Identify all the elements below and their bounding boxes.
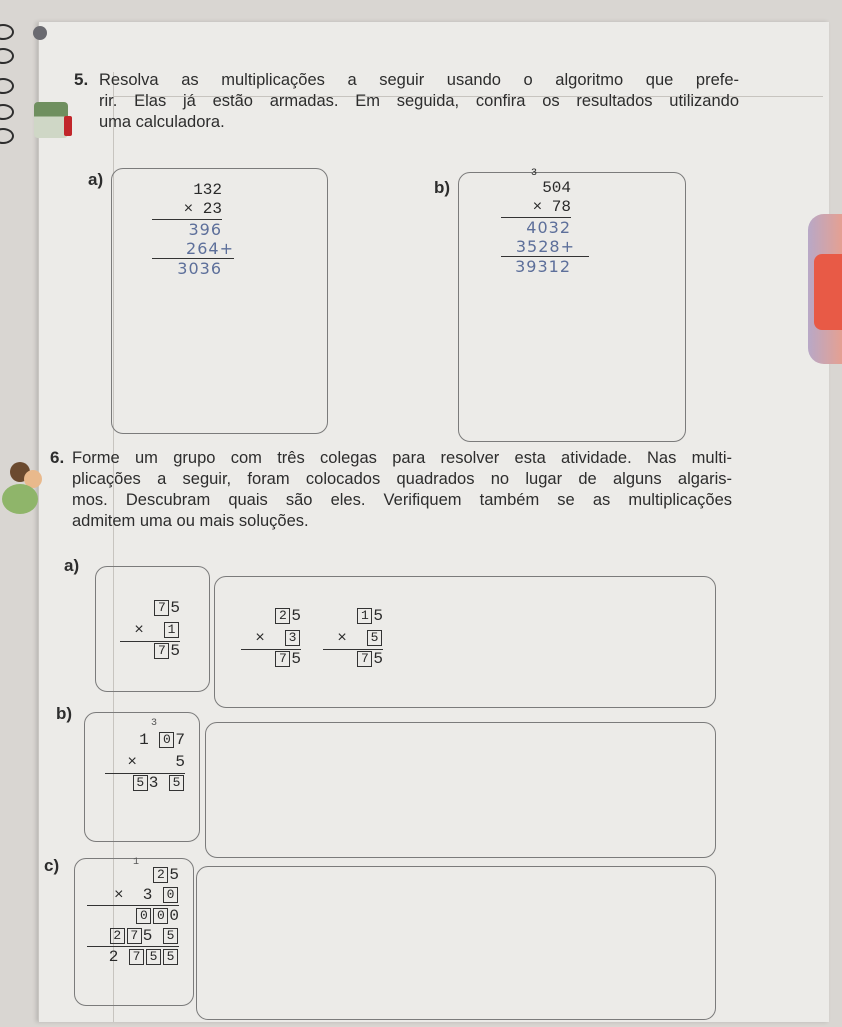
times-sign: × bbox=[127, 753, 137, 771]
exercise-6b-calc bbox=[105, 719, 185, 794]
digit: 3 bbox=[142, 886, 153, 904]
digit: 5 bbox=[170, 599, 180, 617]
multiplier: × 23 bbox=[183, 200, 222, 218]
exercise-5-line-2: rir. Elas já estão armadas. Em seguida, confira os resultados utilizando bbox=[99, 92, 739, 110]
digit-square: 0 bbox=[163, 887, 178, 903]
times-sign: × bbox=[255, 629, 265, 647]
exercise-6a-calc-3 bbox=[323, 605, 383, 670]
exercise-6b-box-1 bbox=[84, 712, 200, 842]
digit-square: 2 bbox=[153, 867, 168, 883]
digit: 7 bbox=[175, 731, 185, 749]
digit-square: 7 bbox=[357, 651, 372, 667]
exercise-5-line-1: Resolva as multiplicações a seguir usando o algoritmo que prefe- bbox=[99, 71, 739, 89]
multiplier: × 78 bbox=[532, 198, 571, 216]
digit-square: 7 bbox=[154, 600, 169, 616]
exercise-6a-label: a) bbox=[64, 556, 80, 575]
hand-result: 39312 bbox=[515, 257, 571, 276]
digit: 0 bbox=[169, 907, 179, 925]
exercise-6a-box-1 bbox=[95, 566, 210, 692]
digit: 5 bbox=[373, 607, 383, 625]
digit-square: 2 bbox=[275, 608, 290, 624]
digit-square: 0 bbox=[159, 732, 174, 748]
exercise-5-line-3: uma calculadora. bbox=[99, 113, 225, 131]
binder-hole bbox=[33, 26, 47, 40]
digit-square: 1 bbox=[164, 622, 179, 638]
exercise-5a-box bbox=[111, 168, 328, 434]
digit: 5 bbox=[373, 650, 383, 668]
exercise-6-text bbox=[72, 448, 732, 532]
digit-square: 7 bbox=[154, 643, 169, 659]
carry-digit: 1 bbox=[133, 857, 140, 868]
exercise-6b-label: b) bbox=[56, 704, 73, 723]
exercise-5-text bbox=[99, 70, 739, 133]
exercise-6-line-3: mos. Descubram quais são eles. Verifiquem também se as multiplicações bbox=[72, 491, 732, 509]
exercise-6a-calc-2 bbox=[241, 605, 301, 670]
digit-square: 7 bbox=[129, 949, 144, 965]
times-sign: × bbox=[134, 621, 144, 639]
exercise-6-number: 6. bbox=[50, 448, 65, 467]
exercise-6c-box-2 bbox=[196, 866, 716, 1020]
multiplicand: 132 bbox=[193, 181, 222, 199]
digit: 5 bbox=[291, 650, 301, 668]
digit: 2 bbox=[108, 948, 119, 966]
exercise-5a-label: a) bbox=[88, 170, 104, 189]
exercise-6b-box-2 bbox=[205, 722, 716, 858]
group-work-icon bbox=[2, 462, 46, 518]
digit: 5 bbox=[291, 607, 301, 625]
exercise-6-line-2: plicações a seguir, foram colocados quadrados no lugar de alguns algaris- bbox=[72, 470, 732, 488]
digit: 5 bbox=[170, 642, 180, 660]
calculator-icon bbox=[34, 102, 68, 138]
exercise-6-line-4: admitem uma ou mais soluções. bbox=[72, 512, 309, 530]
digit-square: 7 bbox=[127, 928, 142, 944]
digit: 5 bbox=[169, 866, 179, 884]
hand-result: 3036 bbox=[177, 259, 222, 278]
digit-square: 3 bbox=[285, 630, 300, 646]
exercise-5-number: 5. bbox=[74, 70, 89, 89]
digit-square: 5 bbox=[367, 630, 382, 646]
digit: 1 bbox=[139, 731, 149, 749]
hand-partial-2: 264+ bbox=[186, 239, 234, 258]
digit-square: 0 bbox=[153, 908, 168, 924]
digit: 3 bbox=[148, 774, 159, 792]
digit-square: 1 bbox=[357, 608, 372, 624]
exercise-6-line-1: Forme um grupo com três colegas para resolver esta atividade. Nas multi- bbox=[72, 449, 732, 467]
digit-square: 5 bbox=[133, 775, 148, 791]
carry-digit: 3 bbox=[150, 718, 157, 729]
times-sign: × bbox=[337, 629, 347, 647]
exercise-5b-label: b) bbox=[434, 178, 451, 197]
exercise-6c-label: c) bbox=[44, 856, 60, 875]
exercise-5b-calc bbox=[501, 168, 575, 276]
exercise-6c-calc bbox=[87, 865, 179, 967]
multiplicand: 504 bbox=[542, 179, 571, 197]
exercise-6c-box-1 bbox=[74, 858, 194, 1006]
exercise-5a-calc bbox=[152, 181, 234, 278]
exercise-6a-box-2 bbox=[214, 576, 716, 708]
hand-partial-1: 4032 bbox=[526, 218, 571, 237]
digit: 5 bbox=[142, 927, 153, 945]
side-tab-marker bbox=[814, 254, 842, 330]
digit: 5 bbox=[175, 753, 185, 771]
hand-partial-1: 396 bbox=[188, 220, 222, 239]
digit-square: 0 bbox=[136, 908, 151, 924]
digit-square: 2 bbox=[110, 928, 125, 944]
digit-square: 5 bbox=[169, 775, 184, 791]
digit-square: 7 bbox=[275, 651, 290, 667]
carry-digit: 3 bbox=[530, 168, 537, 179]
digit-square: 5 bbox=[163, 928, 178, 944]
digit-square: 5 bbox=[163, 949, 178, 965]
times-sign: × bbox=[113, 886, 124, 904]
exercise-6a-calc-1 bbox=[120, 597, 180, 662]
exercise-5b-box bbox=[458, 168, 686, 442]
digit-square: 5 bbox=[146, 949, 161, 965]
hand-partial-2: 3528+ bbox=[515, 237, 575, 256]
